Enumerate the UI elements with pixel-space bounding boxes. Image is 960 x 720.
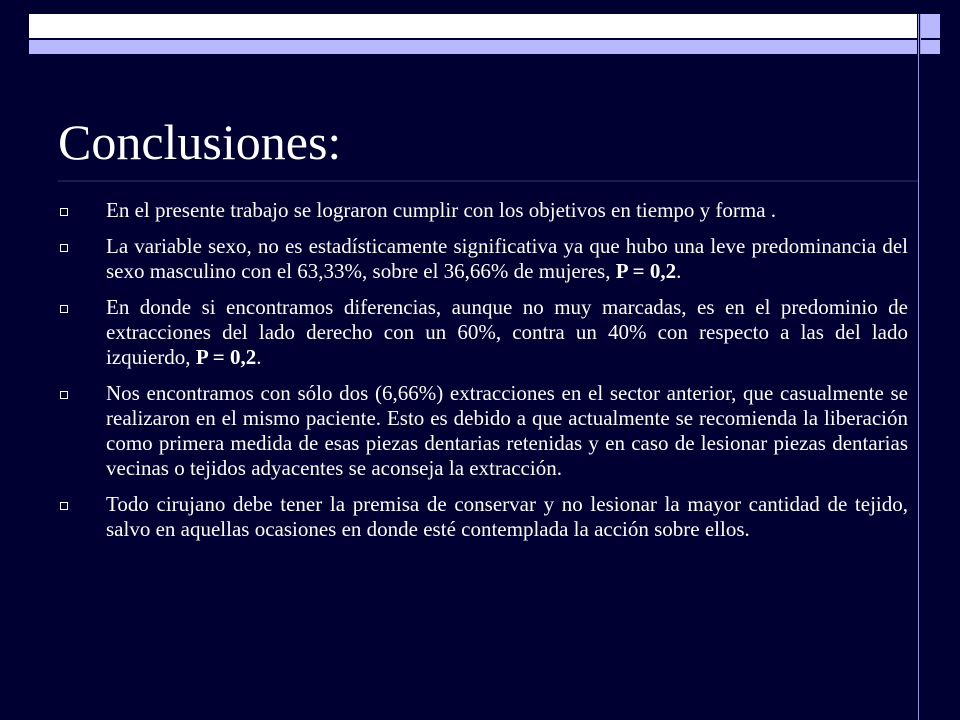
bullet-item (58, 234, 908, 284)
bullet-text-segment: En donde si encontramos diferencias, aunque no muy marcadas, es en el predominio de extracciones del lado derecho con un 60%, contra un 40% con respecto a las del lado izquierdo, (106, 295, 908, 369)
header-decor-bar-top (29, 14, 917, 38)
bullet-text (106, 198, 776, 222)
header-decor-square-top (921, 14, 940, 38)
square-bullet-icon (60, 502, 68, 510)
bullet-text-segment: La variable sexo, no es estadísticamente significativa ya que hubo una leve predominancia del sexo masculino con el 63,33%, sobre el 36,66% de mujeres, (106, 234, 908, 283)
title-underline (58, 180, 918, 182)
bullet-text-bold: P = 0,2 (195, 345, 257, 369)
bullet-item (58, 492, 908, 542)
square-bullet-icon (60, 305, 68, 313)
slide-title: Conclusiones: (58, 114, 342, 170)
decor-vertical-line-short (920, 14, 921, 54)
bullet-item (58, 381, 908, 481)
header-decor-bar-bottom (29, 40, 917, 54)
bullet-item (58, 295, 908, 370)
square-bullet-icon (60, 208, 68, 216)
bullet-text (106, 295, 908, 369)
bullet-text-bold: P = 0,2 (615, 259, 677, 283)
bullet-text-segment: En el presente trabajo se lograron cumplir con los objetivos en tiempo y forma . (106, 198, 777, 222)
square-bullet-icon (60, 391, 68, 399)
decor-vertical-line (918, 14, 919, 720)
bullet-text (106, 492, 908, 541)
square-bullet-icon (60, 244, 68, 252)
bullet-list (58, 198, 908, 553)
bullet-item (58, 198, 908, 223)
bullet-text-segment: Todo cirujano debe tener la premisa de conservar y no lesionar la mayor cantidad de tejido, salvo en aquellas ocasiones en donde esté contemplada la acción sobre ellos. (106, 492, 908, 541)
bullet-text-segment: Nos encontramos con sólo dos (6,66%) extracciones en el sector anterior, que casualmente se realizaron en el mismo paciente. Esto es debido a que actualmente se recomienda la liberación como primera medida de esas piezas dentarias retenidas y en caso de lesionar piezas dentarias vecinas o tejidos adyacentes se aconseja la extracción. (106, 381, 908, 480)
header-decor-square-bottom (921, 40, 940, 54)
bullet-text-segment: . (676, 259, 682, 283)
bullet-text-segment: . (256, 345, 262, 369)
bullet-text (106, 234, 908, 283)
bullet-text (106, 381, 908, 480)
